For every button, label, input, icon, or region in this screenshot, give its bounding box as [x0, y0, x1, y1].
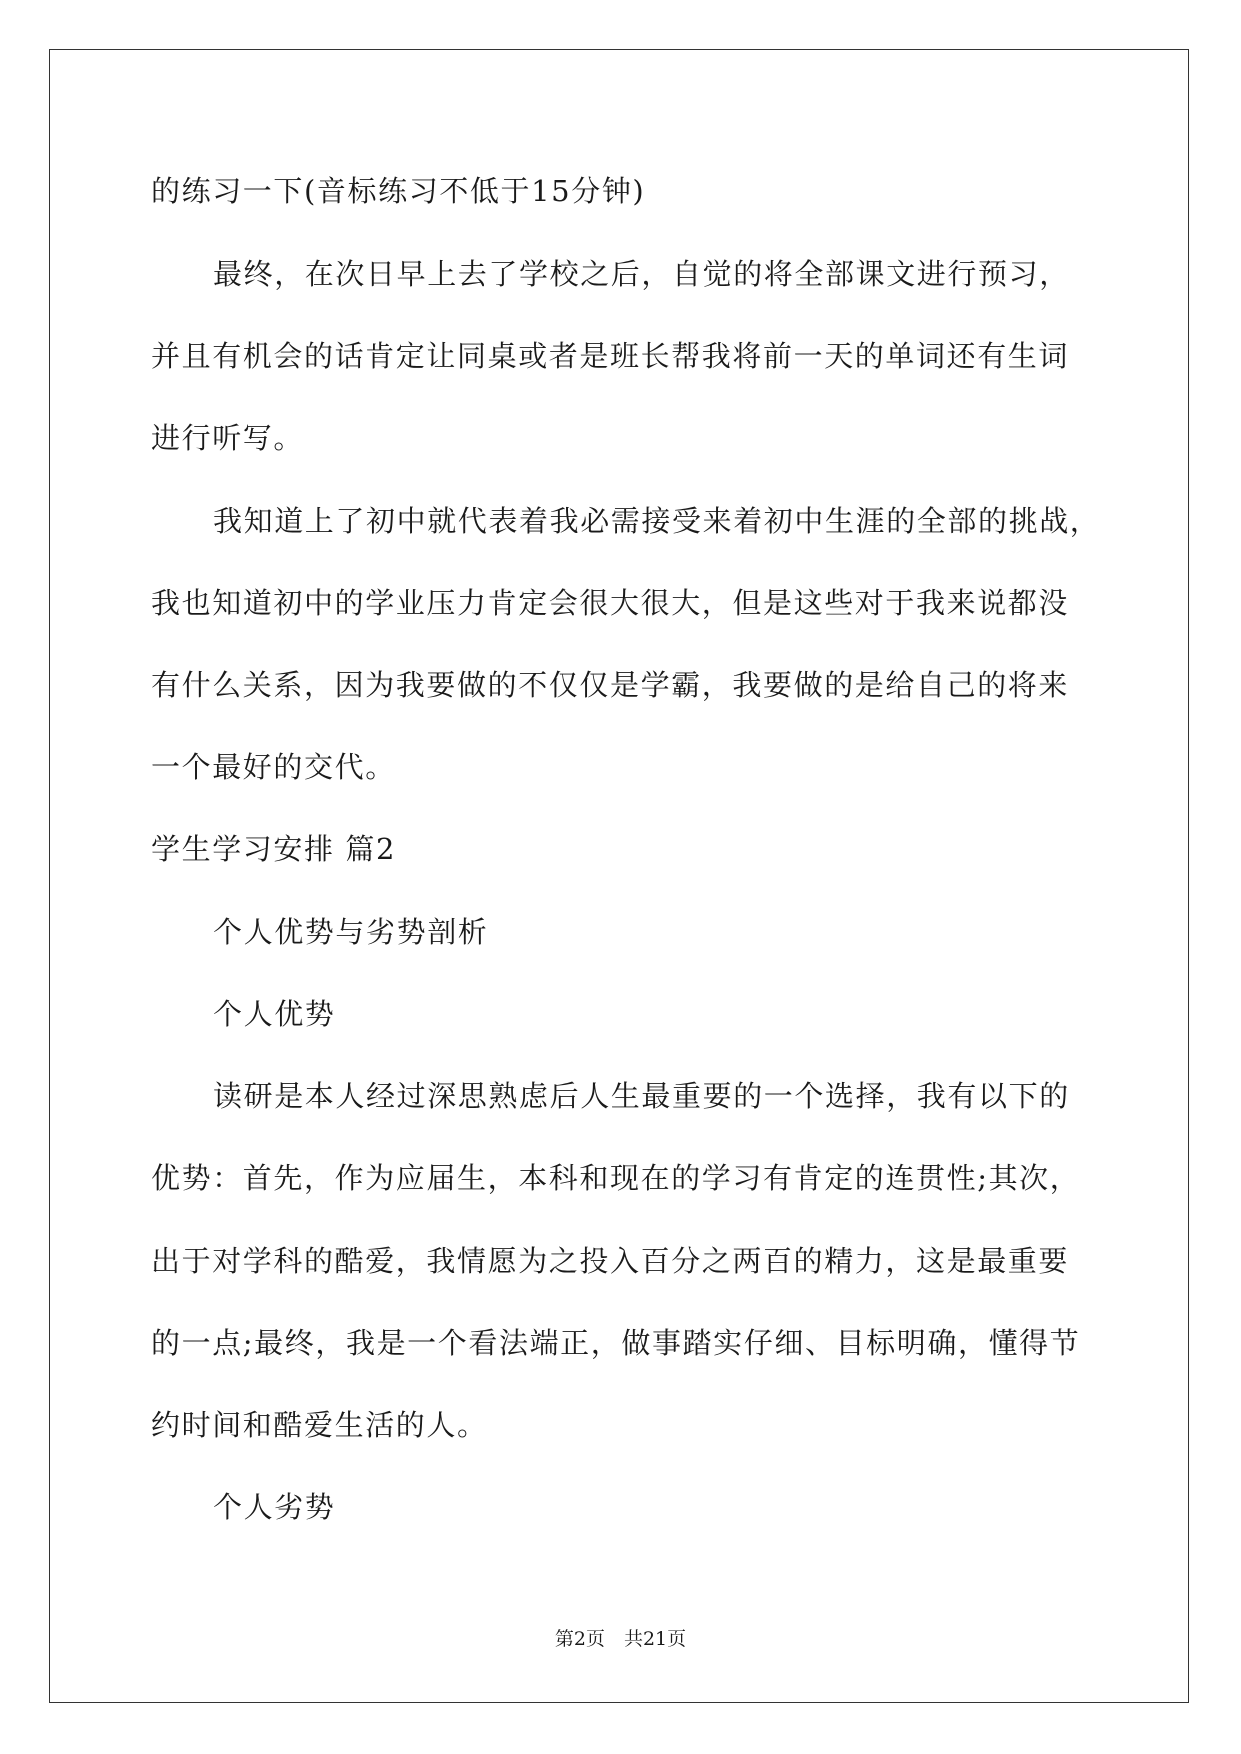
subheading-analysis: 个人优势与劣势剖析: [213, 915, 489, 949]
text-line-5: 我知道上了初中就代表着我必需接受来着初中生涯的全部的挑战，: [213, 504, 1101, 538]
text-line-6: 我也知道初中的学业压力肯定会很大很大，但是这些对于我来说都没: [151, 586, 1070, 620]
subheading-strengths: 个人优势: [213, 997, 336, 1031]
text-line-3: 并且有机会的话肯定让同桌或者是班长帮我将前一天的单词还有生词: [151, 339, 1070, 373]
page-border: [49, 49, 1189, 1703]
text-line-1: 的练习一下(音标练习不低于15分钟): [151, 174, 646, 208]
text-line-16: 约时间和酷爱生活的人。: [151, 1408, 488, 1442]
section-heading: 学生学习安排 篇2: [151, 832, 397, 866]
text-line-4: 进行听写。: [151, 421, 305, 455]
text-line-13: 优势：首先，作为应届生，本科和现在的学习有肯定的连贯性;其次，: [151, 1161, 1081, 1195]
text-line-2: 最终，在次日早上去了学校之后，自觉的将全部课文进行预习，: [213, 257, 1070, 291]
page-number-footer: 第2页 共21页: [554, 1628, 687, 1650]
subheading-weaknesses: 个人劣势: [213, 1490, 336, 1524]
text-line-12: 读研是本人经过深思熟虑后人生最重要的一个选择，我有以下的: [213, 1079, 1070, 1113]
text-line-15: 的一点;最终，我是一个看法端正，做事踏实仔细、目标明确，懂得节: [151, 1326, 1081, 1360]
text-line-8: 一个最好的交代。: [151, 750, 396, 784]
text-line-7: 有什么关系，因为我要做的不仅仅是学霸，我要做的是给自己的将来: [151, 668, 1070, 702]
text-line-14: 出于对学科的酷爱，我情愿为之投入百分之两百的精力，这是最重要: [151, 1244, 1070, 1278]
